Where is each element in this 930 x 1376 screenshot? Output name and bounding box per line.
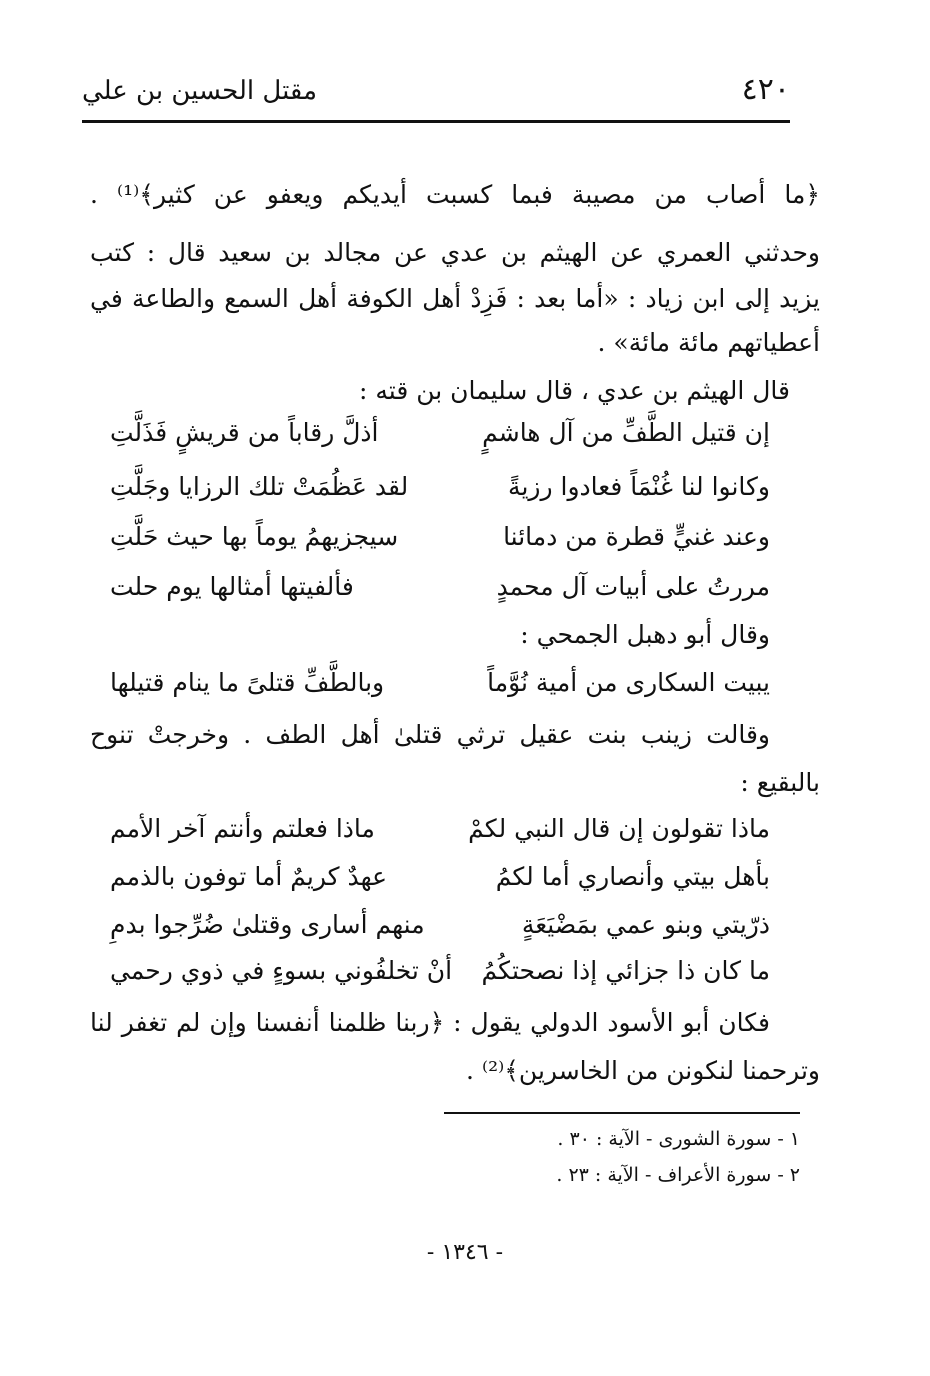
poem-verse [110,956,770,996]
paragraph-line: وقال أبو دهبل الجمحي : [520,620,770,649]
verse-second-hemistich: ماذا فعلتم وأنتم آخر الأمم [110,814,375,843]
book-title: مقتل الحسين بن علي [82,76,317,106]
paragraph-line: بالبقيع : [740,768,820,797]
verse-first-hemistich: ماذا تقولون إن قال النبي لكمْ [468,814,770,843]
verse-first-hemistich: إن قتيل الطَّفِّ من آل هاشمٍ [482,418,770,447]
poem-verse [110,572,770,612]
page-header [82,72,790,118]
footnote-rule [444,1112,800,1114]
verse-first-hemistich: يبيت السكارى من أمية نُوَّماً [487,668,770,697]
verse-first-hemistich: ما كان ذا جزائي إذا نصحتكُمُ [481,956,770,985]
paragraph-line: قال الهيثم بن عدي ، قال سليمان بن قته : [359,376,790,405]
poem-verse [110,668,770,708]
page-number: ٤٢٠ [741,72,790,107]
poem-verse [110,862,770,902]
verse-first-hemistich: ذرّيتي وبنو عمي بمَضْيَعَةٍ [521,910,770,939]
verse-first-hemistich: مررتُ على أبيات آل محمدٍ [496,572,770,601]
poem-verse [110,522,770,562]
verse-second-hemistich: أنْ تخلفُوني بسوءٍ في ذوي رحمي [110,956,453,985]
verse-second-hemistich: أذلَّ رقاباً من قريشٍ فَذَلَّتِ [110,418,379,447]
poem-verse [110,472,770,512]
poem-verse [110,418,770,458]
footnote: ١ - سورة الشورى - الآية : ٣٠ . [557,1128,800,1150]
paragraph-line: أعطياتهم مائة مائة» . [597,328,820,357]
verse-second-hemistich: منهم أسارى وقتلىٰ ضُرِّجوا بدمِ [110,910,425,939]
verse-second-hemistich: لقد عَظُمَتْ تلك الرزايا وجَلَّتِ [110,472,409,501]
paragraph-line: وحدثني العمري عن الهيثم بن عدي عن مجالد بن سعيد قال : كتب [90,238,820,267]
poem-verse [110,814,770,854]
verse-first-hemistich: وكانوا لنا غُنْمَاً فعادوا رزيةً [508,472,770,501]
quran-verse-line: ﴿ما أصاب من مصيبة فبما كسبت أيديكم ويعفو عن كثير﴾⁽¹⁾ . [90,180,820,209]
paragraph-line: وقالت زينب بنت عقيل ترثي قتلىٰ أهل الطف . وخرجتْ تنوح [90,720,770,749]
verse-second-hemistich: فألفيتها أمثالها يوم حلت [110,572,354,601]
header-rule [82,120,790,123]
quran-verse-line: وترحمنا لنكونن من الخاسرين﴾⁽²⁾ . [466,1056,820,1085]
verse-first-hemistich: بأهل بيتي وأنصاري أما لكمُ [495,862,770,891]
paragraph-line: يزيد إلى ابن زياد : «أما بعد : فَزِدْ أهل الكوفة أهل السمع والطاعة في [90,284,820,313]
footnote: ٢ - سورة الأعراف - الآية : ٢٣ . [556,1164,800,1186]
verse-second-hemistich: عهدٌ كريمٌ أما توفون بالذمم [110,862,388,891]
paragraph-line: فكان أبو الأسود الدولي يقول : ﴿ربنا ظلمنا أنفسنا وإن لم تغفر لنا [90,1008,770,1037]
verse-second-hemistich: سيجزيهمُ يوماً بها حيث حَلَّتِ [110,522,399,551]
verse-first-hemistich: وعند غنيٍّ قطرة من دمائنا [503,522,770,551]
sheet-number: - ١٣٤٦ - [426,1240,504,1265]
poem-verse [110,910,770,950]
verse-second-hemistich: وبالطَّفِّ قتلىً ما ينام قتيلها [110,668,385,697]
